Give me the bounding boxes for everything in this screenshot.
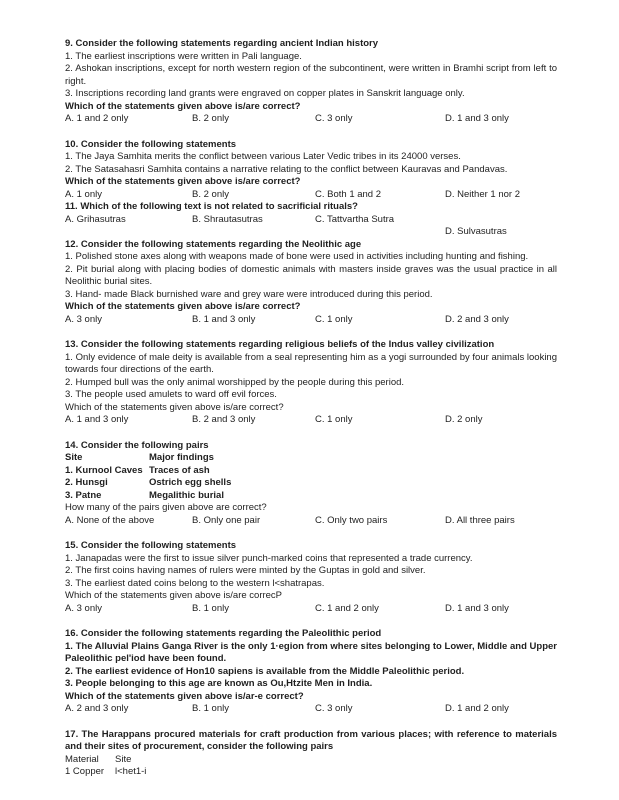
- question-11: [65, 201, 557, 239]
- question-12: [65, 239, 557, 327]
- question-12-heading: 12. Consider the following statements regarding the Neolithic age: [65, 238, 362, 250]
- pair-row-1-finding: Traces of ash: [149, 464, 210, 476]
- question-16-option-d: D. 1 and 2 only: [445, 703, 509, 714]
- question-9-option-c: C. 3 only: [315, 113, 353, 124]
- question-13-options: [65, 414, 557, 427]
- question-10-statement-1: 1. The Jaya Samhita merits the conflict between various Later Vedic tribes in its 24000 verses.: [65, 151, 461, 162]
- question-13-option-d: D. 2 only: [445, 414, 483, 425]
- question-16-statement-1: 1. The Alluvial Plains Ganga River is the only 1·egion from where sites belonging to Lower, Middle and Upper Paleolithic pel'iod have been found.: [65, 640, 557, 664]
- question-13-option-a: A. 1 and 3 only: [65, 414, 129, 425]
- question-10-heading: 10. Consider the following statements: [65, 138, 237, 150]
- question-16-option-c: C. 3 only: [315, 703, 353, 714]
- question-10-option-a: A. 1 only: [65, 188, 102, 200]
- question-13-heading: 13. Consider the following statements regarding religious beliefs of the Indus valley civilization: [65, 339, 495, 350]
- question-9-prompt: Which of the statements given above is/are correct?: [65, 100, 301, 112]
- question-14-option-c: C. Only two pairs: [315, 514, 388, 526]
- pair-row-1-site: 1. Kurnool Caves: [65, 464, 143, 476]
- question-15-statement-1: 1. Janapadas were the first to issue silver punch-marked coins that represented a trade currency.: [65, 552, 473, 564]
- question-10-statement-2: 2. The Satasahasri Samhita contains a narrative relating to the conflict between Kauravas and Pandavas.: [65, 163, 508, 175]
- question-11-options: [65, 214, 557, 239]
- material-header: Material: [65, 753, 99, 765]
- question-15: [65, 540, 557, 615]
- question-12-prompt: Which of the statements given above is/are correct?: [65, 301, 301, 312]
- question-10-prompt: Which of the statements given above is/are correct?: [65, 176, 301, 187]
- question-17-heading: 17. The Harappans procured materials for craft production from various places; with reference to materials and their sites of procurement, consider the following pairs: [65, 728, 557, 752]
- question-15-heading: 15. Consider the following statements: [65, 540, 237, 551]
- question-9-statement-2: 2. Ashokan inscriptions, except for north western region of the subcontinent, were written in Bramhi script from left to right.: [65, 63, 557, 87]
- question-16-option-b: B. 1 only: [192, 703, 229, 714]
- question-13-option-b: B. 2 and 3 only: [192, 414, 256, 425]
- question-12-option-a: A. 3 only: [65, 313, 102, 325]
- question-9-option-d: D. 1 and 3 only: [445, 113, 509, 124]
- question-14-options: [65, 515, 557, 528]
- question-12-option-c: C. 1 only: [315, 313, 353, 325]
- question-13: [65, 339, 557, 427]
- question-10-option-d: D. Neither 1 nor 2: [445, 188, 520, 200]
- pair-row-2-site: 2. Hunsgi: [65, 477, 108, 488]
- question-12-statement-3: 3. Hand- made Black burnished ware and grey ware were introduced during this period.: [65, 288, 433, 300]
- question-12-option-b: B. 1 and 3 only: [192, 313, 256, 325]
- question-15-option-a: A. 3 only: [65, 602, 102, 614]
- site-header: Site: [115, 753, 132, 765]
- question-16-statement-3: 3. People belonging to this age are known as Ou,Htzite Men in India.: [65, 678, 373, 689]
- material-row-1: 1 Copper: [65, 766, 105, 777]
- question-16-options: [65, 703, 557, 716]
- pair-row-3-finding: Megalithic burial: [149, 489, 224, 501]
- question-9-options: [65, 113, 557, 126]
- question-14-option-d: D. All three pairs: [445, 514, 515, 526]
- question-12-statement-1: 1. Polished stone axes along with weapons made of bone were used in activities including hunting and fishing.: [65, 251, 529, 262]
- question-15-statement-3: 3. The earliest dated coins belong to the western l<shatrapas.: [65, 577, 325, 589]
- question-16-option-a: A. 2 and 3 only: [65, 703, 129, 714]
- question-11-heading: 11. Which of the following text is not related to sacrificial rituals?: [65, 201, 358, 212]
- question-11-option-c: C. Tattvartha Sutra: [315, 213, 395, 225]
- pair-row-3-site: 3. Patne: [65, 489, 102, 501]
- question-17-pairs-table: [65, 754, 557, 779]
- question-16-heading: 16. Consider the following statements regarding the Paleolithic period: [65, 628, 382, 639]
- question-13-option-c: C. 1 only: [315, 414, 353, 425]
- question-9-heading: 9. Consider the following statements regarding ancient Indian history: [65, 38, 379, 49]
- question-14: [65, 440, 557, 528]
- question-9: [65, 38, 557, 126]
- question-12-statement-2: 2. Pit burial along with placing bodies of domestic animals with masters inside graves was the usual practice in all Neolithic burial sites.: [65, 263, 557, 287]
- pairs-header-site: Site: [65, 452, 83, 463]
- question-14-option-a: A. None of the above: [65, 514, 155, 526]
- question-16: [65, 628, 557, 716]
- question-11-option-a: A. Grihasutras: [65, 213, 126, 225]
- question-10-option-b: B. 2 only: [192, 188, 229, 200]
- question-14-option-b: B. Only one pair: [192, 514, 261, 526]
- question-14-prompt: How many of the pairs given above are correct?: [65, 502, 267, 513]
- question-12-options: [65, 314, 557, 327]
- question-14-pairs-table: [65, 452, 557, 502]
- question-9-option-a: A. 1 and 2 only: [65, 113, 129, 124]
- question-11-option-b: B. Shrautasutras: [192, 213, 263, 225]
- question-13-statement-2: 2. Humped bull was the only animal worshipped by the people during this period.: [65, 376, 405, 388]
- question-15-option-b: B. 1 only: [192, 602, 229, 614]
- question-16-prompt: Which of the statements given above is/ar-e correct?: [65, 690, 304, 702]
- question-10: [65, 139, 557, 202]
- pairs-header-findings: Major findings: [149, 452, 214, 463]
- question-15-option-c: C. 1 and 2 only: [315, 602, 379, 614]
- question-13-statement-1: 1. Only evidence of male deity is available from a seal representing him as a yogi surrounded by four animals looking towards four directions of the earth.: [65, 351, 557, 375]
- question-12-option-d: D. 2 and 3 only: [445, 313, 509, 325]
- question-17: [65, 729, 557, 779]
- question-11-option-d: D. Sulvasutras: [445, 226, 507, 237]
- site-row-1: l<het1-i: [115, 766, 147, 777]
- question-15-option-d: D. 1 and 3 only: [445, 602, 509, 614]
- question-14-heading: 14. Consider the following pairs: [65, 439, 209, 451]
- question-13-statement-3: 3. The people used amulets to ward off evil forces.: [65, 389, 277, 400]
- question-15-statement-2: 2. The first coins having names of rulers were minted by the Guptas in gold and silver.: [65, 565, 426, 576]
- question-16-statement-2: 2. The earliest evidence of Hon10 sapiens is available from the Middle Paleolithic period.: [65, 665, 465, 677]
- question-10-option-c: C. Both 1 and 2: [315, 188, 382, 200]
- question-15-prompt: Which of the statements given above is/are correcP: [65, 590, 283, 601]
- question-9-statement-3: 3. Inscriptions recording land grants were engraved on copper plates in Sanskrit language only.: [65, 88, 465, 99]
- question-9-statement-1: 1. The earliest inscriptions were written in Pali language.: [65, 50, 302, 62]
- question-9-option-b: B. 2 only: [192, 113, 229, 124]
- pair-row-2-finding: Ostrich egg shells: [149, 477, 232, 488]
- question-10-options: [65, 189, 557, 202]
- question-15-options: [65, 603, 557, 616]
- question-13-prompt: Which of the statements given above is/are correct?: [65, 401, 284, 413]
